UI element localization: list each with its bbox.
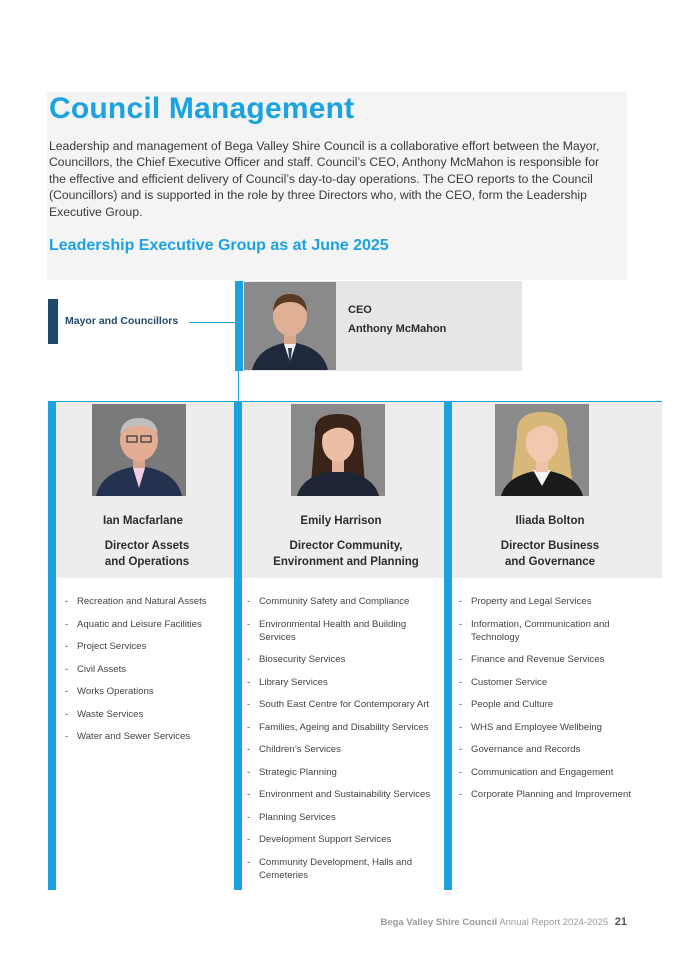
service-item: - Planning Services (247, 811, 443, 824)
service-item: - Community Safety and Compliance (247, 595, 443, 608)
footer-org: Bega Valley Shire Council (380, 917, 498, 928)
page-number: 21 (614, 916, 627, 928)
ceo-photo (244, 282, 336, 370)
director-role-line: Director Business (500, 540, 600, 552)
service-item: - Environmental Health and Building Services (247, 618, 443, 644)
service-item: - Information, Communication and Technology (459, 618, 634, 644)
service-item: - Water and Sewer Services (65, 730, 230, 743)
ceo-role: CEO (348, 304, 372, 316)
service-item: - Aquatic and Leisure Facilities (65, 618, 230, 631)
service-item: - Development Support Services (247, 833, 443, 846)
service-item: - Project Services (65, 640, 230, 653)
service-item: - Waste Services (65, 708, 230, 721)
service-item: - Works Operations (65, 685, 230, 698)
page-title: Council Management (49, 92, 355, 125)
service-item: - Community Development, Halls and Cemeteries (247, 856, 443, 882)
service-item: - Recreation and Natural Assets (65, 595, 230, 608)
director-accent-bar (234, 402, 242, 890)
service-item: - Corporate Planning and Improvement (459, 788, 634, 801)
director-role-line: and Governance (504, 556, 596, 568)
services-list-community (247, 595, 443, 891)
mayor-connector-line (189, 322, 236, 323)
director-role (452, 538, 648, 570)
service-item: - Civil Assets (65, 663, 230, 676)
services-list-business (459, 595, 634, 811)
director-role-line: Director Assets (104, 540, 190, 552)
director-photo-ian-macfarlane (92, 404, 186, 496)
director-name: Ian Macfarlane (103, 515, 183, 527)
director-name: Emily Harrison (300, 515, 382, 527)
service-item: - Communication and Engagement (459, 766, 634, 779)
service-item: - Governance and Records (459, 743, 634, 756)
director-name: Iliada Bolton (515, 515, 585, 527)
service-item: - Library Services (247, 676, 443, 689)
page-footer (380, 916, 627, 928)
service-item: - Environment and Sustainability Services (247, 788, 443, 801)
director-role-line: Director Community, (289, 540, 403, 552)
ceo-name: Anthony McMahon (348, 323, 447, 335)
mayor-councillors-label: Mayor and Councillors (65, 315, 179, 327)
footer-report: Annual Report 2024-2025 (499, 917, 609, 928)
director-role-line: Environment and Planning (273, 556, 419, 568)
service-item: - Biosecurity Services (247, 653, 443, 666)
service-item: - Property and Legal Services (459, 595, 634, 608)
section-subtitle: Leadership Executive Group as at June 2025 (49, 237, 389, 254)
director-role (56, 538, 238, 570)
director-accent-bar (444, 402, 452, 890)
service-item: - Customer Service (459, 676, 634, 689)
director-role-line: and Operations (104, 556, 190, 568)
director-role (242, 538, 450, 570)
director-photo-emily-harrison (291, 404, 385, 496)
service-item: - Finance and Revenue Services (459, 653, 634, 666)
service-item: - People and Culture (459, 698, 634, 711)
org-connector-vertical (238, 371, 239, 401)
mayor-accent-bar (48, 299, 58, 344)
services-list-assets (65, 595, 230, 753)
director-photo-iliada-bolton (495, 404, 589, 496)
service-item: - Families, Ageing and Disability Services (247, 721, 443, 734)
service-item: - Strategic Planning (247, 766, 443, 779)
service-item: - South East Centre for Contemporary Art (247, 698, 443, 711)
service-item: - WHS and Employee Wellbeing (459, 721, 634, 734)
service-item: - Children’s Services (247, 743, 443, 756)
director-accent-bar (48, 402, 56, 890)
intro-paragraph: Leadership and management of Bega Valley Shire Council is a collaborative effort between the Mayor, Councillors, the Chief Executive Officer and staff. Council’s CEO, Anthony McMahon is responsible for the effective and efficient delivery of Council’s day-to-day operations. The CEO reports to the Council (Councillors) and is supported in the role by three Directors who, with the CEO, form the Leadership Executive Group. (49, 139, 600, 219)
ceo-accent-bar (235, 281, 243, 371)
